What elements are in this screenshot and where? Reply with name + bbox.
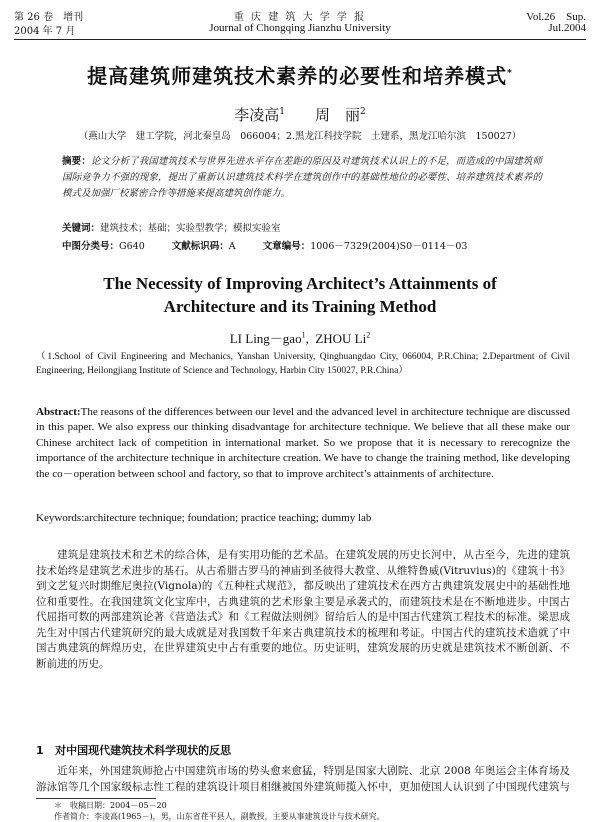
clc-label: 中图分类号：: [62, 241, 120, 252]
volume-en: Vol.26 Sup.: [526, 11, 586, 23]
chinese-title-text: 提高建筑师建筑技术素养的必要性和培养模式: [87, 64, 508, 88]
date-cn: 2004 年 7 月: [14, 26, 76, 37]
english-keywords-text: architecture technique; foundation; practice teaching; dummy lab: [84, 512, 372, 524]
journal-name-cn: 重 庆 建 筑 大 学 学 报: [233, 12, 367, 23]
english-affiliation: （1.School of Civil Engineering and Mechanics, Yanshan University, Qinghuangdao City, 066004, P.R.China; 2.Department of Civil Engineering, Heilongjiang Institute of Science and Technology, Harbin City 150027, P.R.China）: [36, 352, 570, 376]
header-rule: [14, 39, 586, 40]
english-title: [0, 272, 600, 318]
english-title-line-2: Architecture and its Training Method: [163, 297, 437, 316]
body-paragraph-1: 建筑是建筑技术和艺术的综合体，是有实用功能的艺术品。在建筑发展的历史长河中，从古至今，先进的建筑技术始终是建筑艺术进步的基石。从古希腊古罗马的神庙到圣彼得大教堂、从维特鲁威(Vitruvius)的《建筑十书》到文艺复兴时期维尼奥拉(Vignola)的《五种柱式规范》，都反映出了建筑技术在西方古典建筑发展史中的基础性地位和重要性。在我国建筑文化宝库中，古典建筑的艺术形象主要是承袭式的，而建筑技术是在不断地进步。中国古代屈指可数的两部建筑论著《营造法式》和《工程做法则例》留给后人的是中国古代建筑工程技术的标准。梁思成先生对中国古代建筑研究的最大成就是对我国数千年来古典建筑技术的梳理和考证。中国古代的建筑技术造就了中国古典建筑的辉煌历史，在世界建筑史中占有重要的地位。历史证明，建筑发展的历史就是建筑技术不断创新、不断前进的历史。: [36, 549, 570, 670]
footnote-received: ＊ 收稿日期：2004－05－20: [54, 801, 167, 810]
document-code: [172, 241, 236, 252]
volume-cn: 第 26 卷 增刊: [14, 12, 84, 23]
chinese-keywords: [62, 221, 542, 237]
doc-value: A: [228, 241, 236, 252]
english-abstract-label: Abstract:: [36, 406, 81, 418]
article-number: [263, 241, 468, 252]
section-title: 对中国现代建筑技术科学现状的反思: [55, 744, 232, 757]
article-value: 1006－7329(2004)S0－0114－03: [310, 241, 468, 252]
english-title-line-1: The Necessity of Improving Architect’s Attainments of: [103, 274, 497, 293]
chinese-abstract-label: 摘要：: [62, 156, 91, 167]
article-label: 文章编号：: [262, 241, 311, 252]
author-1-cn: 李凌高: [234, 106, 280, 124]
running-header: [14, 8, 586, 38]
chinese-keywords-label: 关键词：: [62, 223, 101, 234]
english-abstract-text: The reasons of the differences between our level and the advanced level in architecture technique are discussed in this paper. We also express our thinking disadvantage for architecture technique. We believe that all these make our Chinese architect lack of competition in international market. So we propose that it is necessary to rerecognize the importance of the architecture technique in architecture creation. We have to change the training method, like developing the co－operation between school and factory, so that to improve architect’s attainments of architecture.: [36, 406, 570, 480]
author-1-en: LI Ling－gao: [229, 331, 302, 346]
chinese-title: [0, 60, 600, 89]
body-paragraph-2: 近年来，外国建筑师抢占中国建筑市场的势头愈来愈猛，特别是国家大剧院、北京 2008 年奥运会主体育场及游泳馆等几个国家级标志性工程的建筑设计项目相继被国外建筑师揽入怀中，更加使国人认识到了中国现代建筑与: [36, 765, 570, 793]
journal-name-en: Journal of Chongqing Jianzhu University: [209, 22, 391, 34]
doc-label: 文献标识码：: [171, 241, 229, 252]
date-en: Jul.2004: [548, 22, 586, 34]
author-2-cn: 周 丽: [315, 106, 361, 124]
chinese-authors: [0, 104, 600, 125]
author-2-cn-sup: 2: [360, 107, 366, 117]
chinese-abstract-text: 论文分析了我国建筑技术与世界先进水平存在差距的原因及对建筑技术认识上的不足，而造成的中国建筑师国际竞争力不强的现象，提出了重新认识建筑技术科学在建筑创作中的基础性地位的必要性、培养建筑技术素养的模式及加强厂校紧密合作等措施来提高建筑创作能力。: [62, 156, 542, 199]
author-2-en: ZHOU Li: [315, 331, 367, 346]
section-heading-1: [36, 742, 570, 758]
english-authors: LI Ling－gao$^1$, ZHOU Li$^2$: [229, 330, 371, 346]
clc-number: [62, 241, 145, 252]
english-keywords: [36, 512, 570, 524]
footnote-rule: [36, 798, 156, 799]
english-keywords-label: Keywords:: [36, 512, 85, 524]
footnote-bio: 作者简介：李凌高(1965－)，男，山东省荏平县人，副教授，主要从事建筑设计与技术研究。: [54, 812, 385, 821]
chinese-abstract: [62, 154, 542, 202]
classification-line: [62, 239, 560, 255]
clc-value: G640: [119, 241, 145, 252]
footnote: [54, 800, 570, 822]
title-footnote-mark: *: [507, 68, 513, 79]
author-2-en-sup: 2: [366, 330, 371, 340]
chinese-affiliation: （燕山大学 建工学院，河北秦皇岛 066004；2.黑龙江科技学院 土建系，黑龙江哈尔滨 150027）: [78, 131, 522, 142]
chinese-keywords-text: 建筑技术；基础；实验型教学；模拟实验室: [100, 223, 281, 234]
author-1-en-sup: 1: [301, 330, 306, 340]
section-number: 1: [36, 744, 44, 757]
author-1-cn-sup: 1: [279, 107, 285, 117]
english-abstract: [36, 405, 570, 482]
